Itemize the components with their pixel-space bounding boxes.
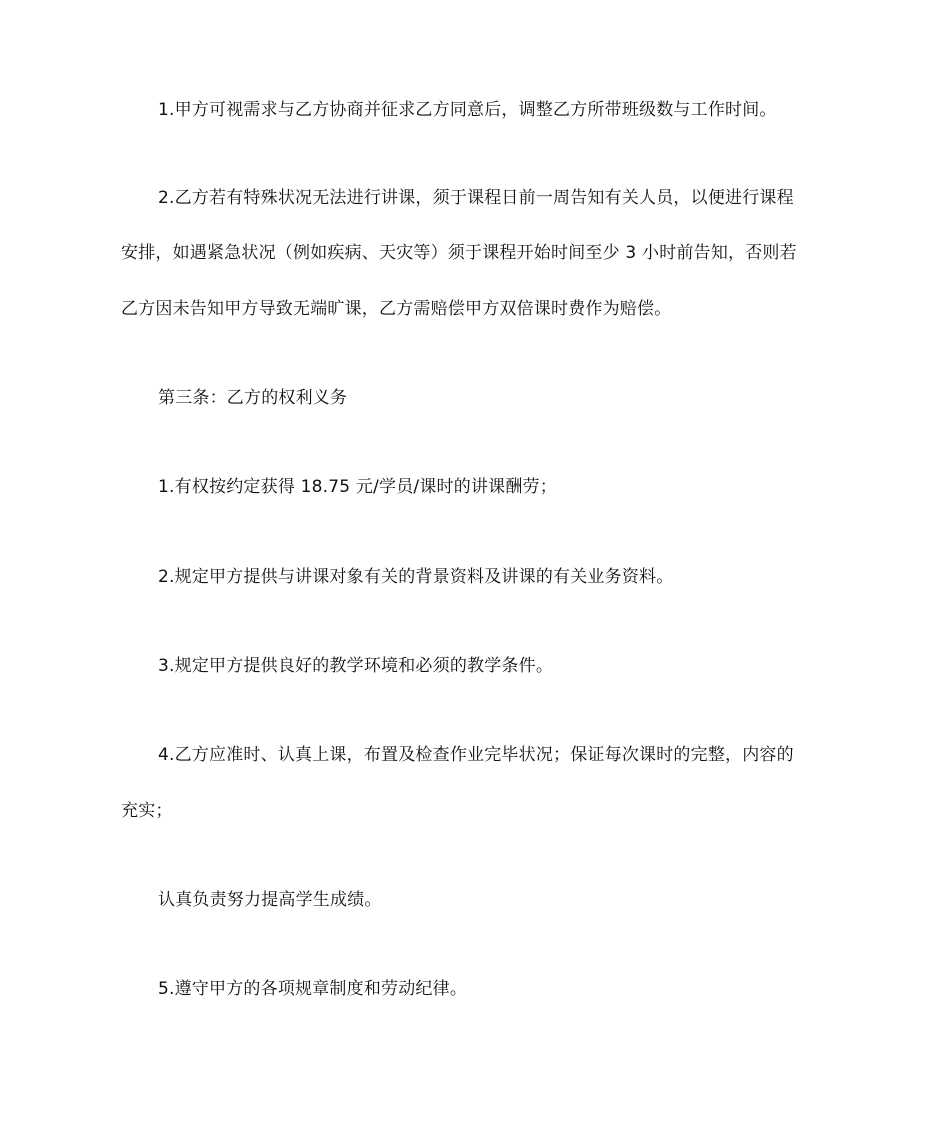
right-1-remuneration: 1.有权按约定获得 18.75 元/学员/课时的讲课酬劳；	[158, 477, 557, 497]
duty-4-line-2: 充实；	[121, 801, 173, 821]
clause-2-line-3: 乙方因未告知甲方导致无端旷课，乙方需赔偿甲方双倍课时费作为赔偿。	[121, 299, 672, 319]
duty-5-rules: 5.遵守甲方的各项规章制度和劳动纪律。	[158, 979, 468, 999]
clause-2-line-1: 2.乙方若有特殊状况无法进行讲课，须于课程日前一周告知有关人员，以便进行课程	[158, 188, 794, 208]
right-2-materials: 2.规定甲方提供与讲课对象有关的背景资料及讲课的有关业务资料。	[158, 567, 674, 587]
right-3-environment: 3.规定甲方提供良好的教学环境和必须的教学条件。	[158, 656, 554, 676]
clause-2-line-2: 安排，如遇紧急状况（例如疾病、天灾等）须于课程开始时间至少 3 小时前告知，否则若	[121, 243, 797, 263]
duty-4-line-1: 4.乙方应准时、认真上课，布置及检查作业完毕状况；保证每次课时的完整，内容的	[158, 745, 794, 765]
clause-1-adjust-classes: 1.甲方可视需求与乙方协商并征求乙方同意后，调整乙方所带班级数与工作时间。	[158, 100, 777, 120]
article-3-heading: 第三条：乙方的权利义务	[158, 388, 348, 408]
duty-4-continuation: 认真负责努力提高学生成绩。	[158, 890, 382, 910]
